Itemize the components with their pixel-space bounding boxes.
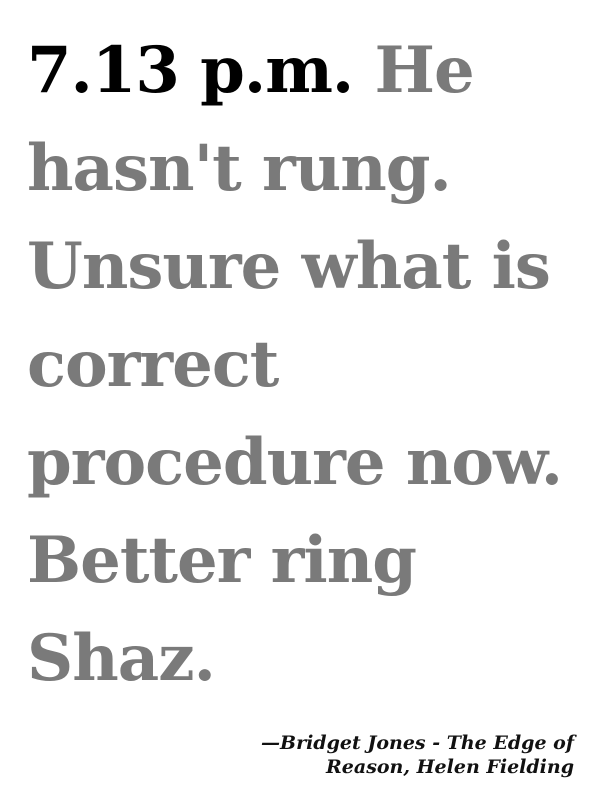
attribution-line-2: Reason, Helen Fielding (326, 756, 574, 778)
attribution-dash: — (261, 732, 281, 754)
attribution-line-1: Bridget Jones - The Edge of (280, 732, 574, 754)
quote-time: 7.13 p.m. (27, 33, 354, 108)
quote-block (27, 22, 587, 708)
quote-text: He hasn't rung. Unsure what is correct procedure now. Better ring Shaz. (27, 33, 562, 696)
attribution (234, 731, 574, 779)
